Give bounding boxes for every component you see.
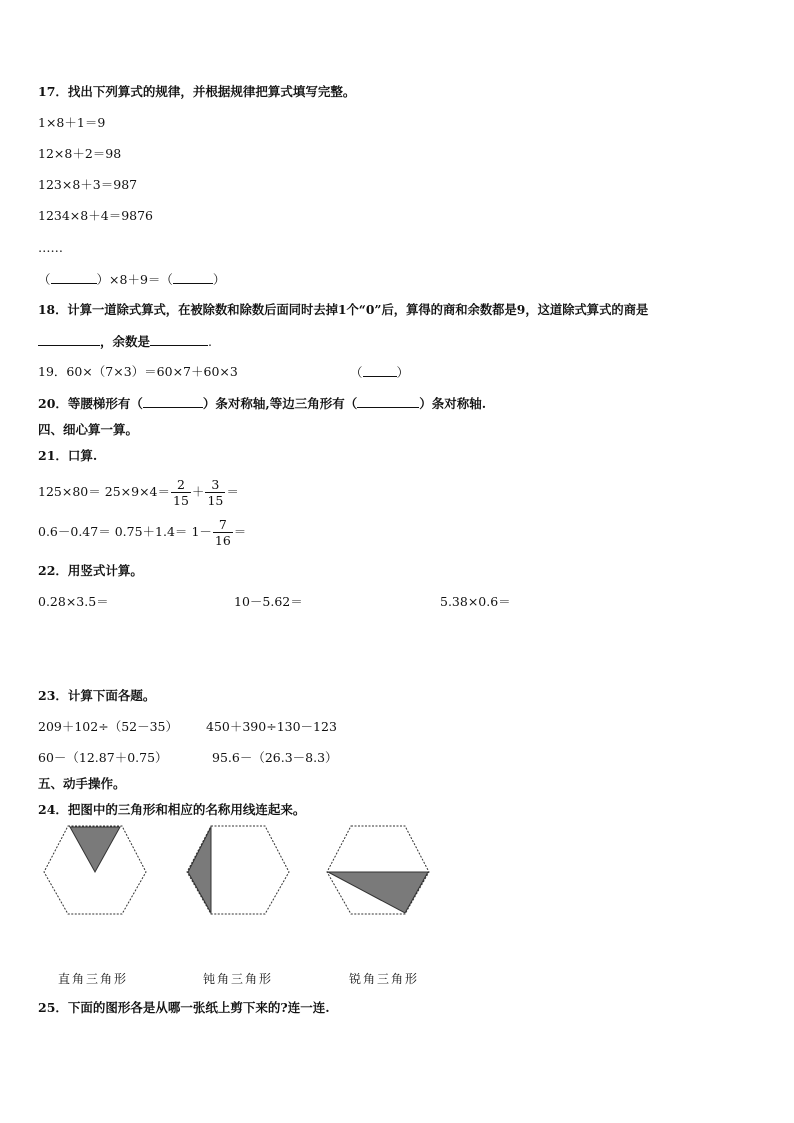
q19-paren-close: ）	[396, 365, 410, 380]
q19-judge	[350, 364, 409, 381]
q21-b3-eq: ＝	[233, 524, 247, 539]
q23-title: 23．计算下面各题。	[38, 688, 156, 703]
q21-a2: 25×9×4＝	[104, 484, 171, 499]
q17-line-3: 123×8＋3＝987	[38, 177, 138, 192]
q17-line-4: 1234×8＋4＝9876	[38, 208, 154, 223]
section-5-heading: 五、动手操作。	[38, 776, 126, 791]
q17-blank-1[interactable]	[51, 271, 97, 284]
q21-a3-op: ＋	[191, 484, 205, 499]
hexagon-figure-3	[323, 822, 433, 918]
q21-row-1	[38, 476, 239, 508]
q20-blank-1[interactable]	[143, 395, 203, 408]
q19-statement: 19．60×（7×3）＝60×7＋60×3	[38, 364, 238, 379]
q23-expr-1: 209＋102÷（52－35）	[38, 719, 179, 734]
q21-a1: 125×80＝	[38, 484, 101, 499]
q18-line-1: 18．计算一道除式算式，在被除数和除数后面同时去掉1个“0”后，算得的商和余数都是9，这道除式算式的商是	[38, 302, 649, 317]
q21-a3-eq: ＝	[226, 484, 239, 499]
q17-fill-mid: ）×8＋9＝（	[96, 272, 173, 287]
q24-label-obtuse-triangle: 钝角三角形	[203, 972, 274, 986]
q25-title: 25．下面的图形各是从哪一张纸上剪下来的?连一连.	[38, 1000, 330, 1015]
q22-expr-3: 5.38×0.6＝	[440, 594, 511, 609]
q18-mid: ，余数是	[100, 334, 151, 349]
q17-line-2: 12×8＋2＝98	[38, 146, 122, 161]
hexagon-figure-2	[183, 822, 293, 918]
q24-label-right-triangle: 直角三角形	[58, 972, 129, 986]
q21-title: 21．口算.	[38, 448, 98, 463]
q17-blank-2[interactable]	[173, 271, 213, 284]
q17-title: 17．找出下列算式的规律，并根据规律把算式填写完整。	[38, 84, 356, 99]
q21-row-2	[38, 516, 246, 548]
q20-part-2: ）条对称轴,等边三角形有（	[202, 396, 358, 411]
q24-title: 24．把图中的三角形和相应的名称用线连起来。	[38, 802, 306, 817]
q18-end: .	[208, 334, 212, 349]
q17-fill-close: ）	[212, 272, 226, 287]
q19-blank[interactable]	[363, 364, 397, 377]
q21-b2: 0.75＋1.4＝	[114, 524, 188, 539]
q21-b3-pre: 1－	[191, 524, 212, 539]
q18-blank-remainder[interactable]	[150, 333, 208, 346]
q17-ellipsis: ……	[38, 240, 63, 255]
q22-expr-1: 0.28×3.5＝	[38, 594, 109, 609]
q19-paren-open: （	[350, 365, 363, 380]
q18-blank-quotient[interactable]	[38, 333, 100, 346]
q20-part-3: ）条对称轴.	[419, 396, 487, 411]
q23-expr-3: 60－（12.87＋0.75）	[38, 750, 168, 765]
q23-expr-2: 450＋390÷130－123	[206, 719, 337, 734]
q22-title: 22．用竖式计算。	[38, 563, 143, 578]
q20-blank-2[interactable]	[357, 395, 419, 408]
q21-a3-frac-2: $\frac{3}{15}$	[207, 476, 224, 508]
q21-b1: 0.6－0.47＝	[38, 524, 111, 539]
section-4-heading: 四、细心算一算。	[38, 422, 139, 437]
q18-line-2	[38, 333, 212, 350]
q20-line	[38, 395, 486, 412]
q21-b3-frac: $\frac{7}{16}$	[214, 516, 231, 548]
q20-part-1: 20．等腰梯形有（	[38, 396, 143, 411]
q23-expr-4: 95.6－（26.3－8.3）	[212, 750, 338, 765]
q21-a3-frac-1: $\frac{2}{15}$	[173, 476, 189, 508]
q24-label-acute-triangle: 锐角三角形	[349, 972, 420, 986]
q22-expr-2: 10－5.62＝	[234, 594, 303, 609]
q17-line-1: 1×8＋1＝9	[38, 115, 106, 130]
q17-fill-line	[38, 271, 225, 288]
q17-fill-open: （	[38, 272, 51, 287]
hexagon-figure-1	[40, 822, 150, 918]
